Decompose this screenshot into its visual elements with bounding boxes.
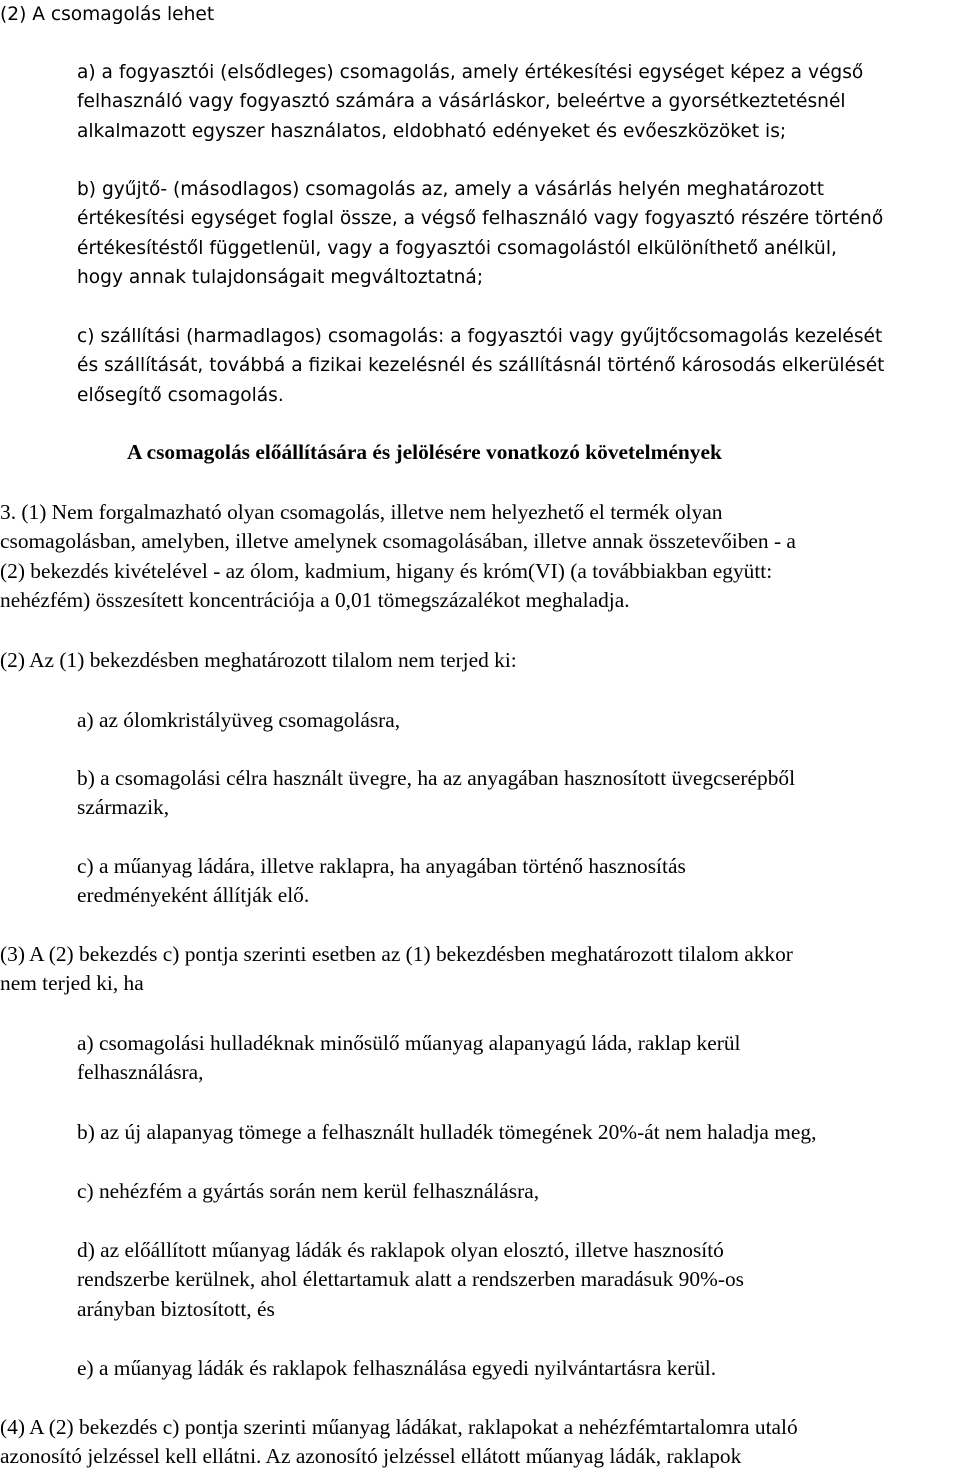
text-line: alkalmazott egyszer használatos, eldobható edényeket és evőeszközöket is; [77, 120, 787, 142]
p2-item-c [77, 852, 686, 911]
text-line: azonosító jelzéssel kell ellátni. Az azonosító jelzéssel ellátott műanyag ládák, raklapok [0, 1444, 742, 1469]
text-line: nem terjed ki, ha [0, 971, 144, 996]
s3-paragraph-1 [0, 498, 796, 616]
item-a-paragraph [77, 58, 863, 146]
section2-heading [0, 0, 214, 29]
s3-paragraph-2 [0, 646, 517, 675]
text-line: d) az előállított műanyag ládák és raklapok olyan elosztó, illetve hasznosító [77, 1238, 724, 1262]
text-line: származik, [77, 795, 170, 820]
p3-item-c [77, 1177, 539, 1206]
text-line: arányban biztosított, és [77, 1296, 275, 1321]
text-line: csomagolásban, amelyben, illetve amelynek csomagolásában, illetve annak összetevőiben - a [0, 529, 796, 554]
text-line: a) az ólomkristályüveg csomagolásra, [77, 708, 401, 732]
text-line: eredményeként állítják elő. [77, 883, 310, 908]
item-c-paragraph [77, 322, 884, 410]
heading-line: (2) A csomagolás lehet [0, 4, 215, 25]
p2-item-a [77, 706, 400, 735]
text-line: (2) Az (1) bekezdésben meghatározott tilalom nem terjed ki: [0, 648, 517, 672]
text-line: e) a műanyag ládák és raklapok felhasználása egyedi nyilvántartásra kerül. [77, 1356, 717, 1380]
text-line: b) az új alapanyag tömege a felhasznált hulladék tömegének 20%-át nem haladja meg, [77, 1120, 817, 1144]
text-line: felhasználó vagy fogyasztó számára a vásárláskor, beleértve a gyorsétkeztetésnél [77, 91, 846, 113]
text-line: a) csomagolási hulladéknak minősülő műanyag alapanyagú láda, raklap kerül [77, 1031, 741, 1055]
text-line: (2) bekezdés kivételével - az ólom, kadmium, higany és króm(VI) (a továbbiakban együtt: [0, 558, 773, 583]
p3-item-d [77, 1236, 744, 1324]
p3-item-a [77, 1029, 741, 1088]
text-line: c) a műanyag ládára, illetve raklapra, ha anyagában történő hasznosítás [77, 854, 686, 878]
text-line: a) a fogyasztói (elsődleges) csomagolás, amely értékesítési egységet képez a végső [77, 62, 864, 83]
section-title [127, 438, 722, 467]
text-line: elősegítő csomagolás. [77, 384, 284, 406]
text-line: (4) A (2) bekezdés c) pontja szerinti műanyag ládákat, raklapokat a nehézfémtartalomra utaló [0, 1415, 798, 1439]
text-line: felhasználásra, [77, 1060, 204, 1085]
text-line: b) a csomagolási célra használt üvegre, ha az anyagában hasznosított üvegcserépből [77, 766, 796, 790]
text-line: értékesítéstől függetlenül, vagy a fogyasztói csomagolástól elkülöníthető anélkül, [77, 237, 837, 259]
text-line: nehézfém) összesített koncentrációja a 0,01 tömegszázalékot meghaladja. [0, 588, 630, 613]
p2-item-b [77, 764, 795, 823]
p3-item-b [77, 1118, 816, 1147]
text-line: rendszerbe kerülnek, ahol élettartamuk alatt a rendszerben maradásuk 90%-os [77, 1267, 744, 1292]
text-line: 3. (1) Nem forgalmazható olyan csomagolás, illetve nem helyezhető el termék olyan [0, 500, 723, 524]
s3-paragraph-3 [0, 940, 793, 999]
text-line: c) nehézfém a gyártás során nem kerül felhasználásra, [77, 1179, 540, 1203]
text-line: és szállítását, továbbá a fizikai kezelésnél és szállításnál történő károsodás elkerülését [77, 355, 885, 377]
title-line: A csomagolás előállítására és jelölésére vonatkozó követelmények [127, 440, 722, 464]
text-line: b) gyűjtő- (másodlagos) csomagolás az, amely a vásárlás helyén meghatározott [77, 179, 825, 200]
item-b-paragraph [77, 175, 883, 293]
text-line: (3) A (2) bekezdés c) pontja szerinti esetben az (1) bekezdésben meghatározott tilalom akkor [0, 942, 793, 966]
text-line: értékesítési egységet foglal össze, a végső felhasználó vagy fogyasztó részére történő [77, 208, 884, 230]
s3-paragraph-4 [0, 1413, 798, 1472]
text-line: hogy annak tulajdonságait megváltoztatná; [77, 267, 484, 289]
text-line: c) szállítási (harmadlagos) csomagolás: a fogyasztói vagy gyűjtőcsomagolás kezelését [77, 326, 883, 347]
p3-item-e [77, 1354, 716, 1383]
